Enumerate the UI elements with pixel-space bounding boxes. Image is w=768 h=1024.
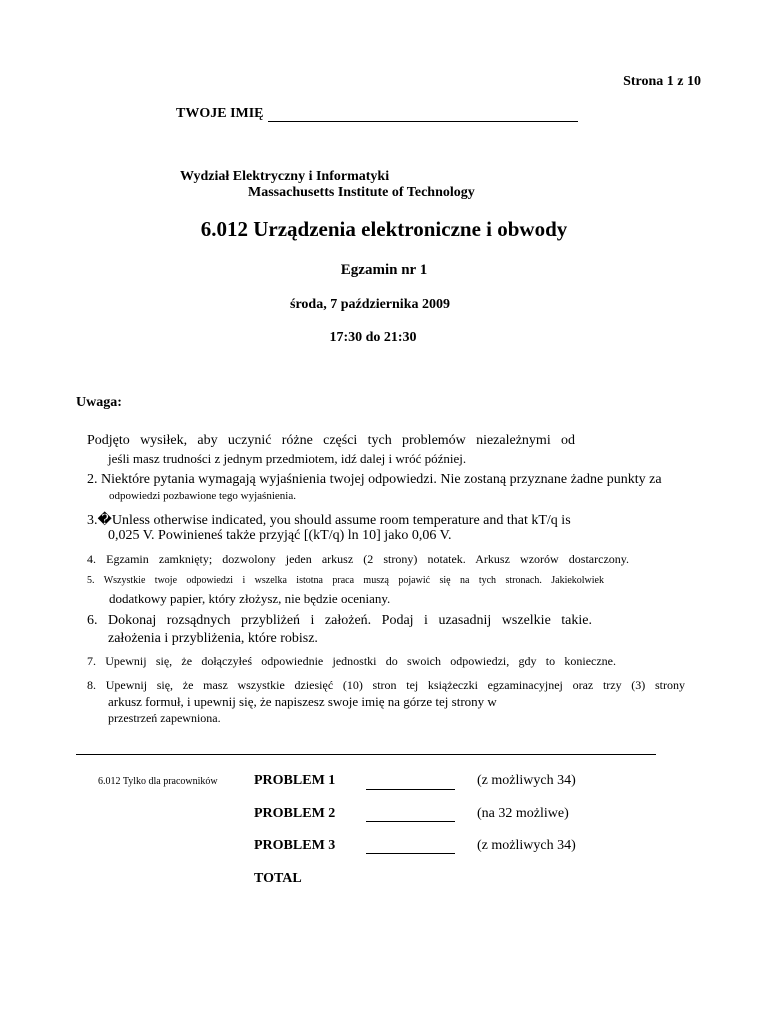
note-5-line-2: dodatkowy papier, który złożysz, nie będzie oceniany.: [109, 591, 391, 606]
institute: Massachusetts Institute of Technology: [248, 185, 475, 200]
score-points-2: (na 32 możliwe): [477, 806, 569, 821]
score-label-total: TOTAL: [254, 871, 302, 886]
score-label-2: PROBLEM 2: [254, 806, 336, 821]
note-7-line-1: 7. Upewnij się, że dołączyłeś odpowiednie jednostki do swoich odpowiedzi, gdy to konieczne.: [87, 654, 616, 668]
note-8-line-3: przestrzeń zapewniona.: [108, 711, 221, 725]
section-divider: [76, 754, 656, 755]
note-3-line-2: 0,025 V. Powinieneś także przyjąć [(kT/q) ln 10] jako 0,06 V.: [108, 528, 452, 543]
note-5-line-1: 5. Wszystkie twoje odpowiedzi i wszelka istotna praca muszą pojawić się na tych stronach. Jakiekolwiek: [87, 575, 604, 586]
score-blank-3[interactable]: [366, 853, 455, 854]
exam-date: środa, 7 października 2009: [290, 297, 450, 312]
course-title: 6.012 Urządzenia elektroniczne i obwody: [200, 217, 568, 241]
note-6-line-1: 6. Dokonaj rozsądnych przybliżeń i założeń. Podaj i uzasadnij wszelkie takie.: [87, 613, 592, 628]
note-6-line-2: założenia i przybliżenia, które robisz.: [108, 631, 318, 646]
staff-only-label: 6.012 Tylko dla pracowników: [98, 776, 218, 787]
note-1-line-1: Podjęto wysiłek, aby uczynić różne części tych problemów niezależnymi od: [87, 433, 575, 448]
note-8-line-2: arkusz formuł, i upewnij się, że napiszesz swoje imię na górze tej strony w: [108, 694, 497, 709]
note-2-line-1: 2. Niektóre pytania wymagają wyjaśnienia twojej odpowiedzi. Nie zostaną przyznane żadne punkty za: [87, 472, 662, 487]
note-8-line-1: 8. Upewnij się, że masz wszystkie dziesięć (10) stron tej książeczki egzaminacyjnej oraz trzy (3) strony: [87, 678, 685, 692]
name-field[interactable]: [268, 121, 578, 122]
score-label-3: PROBLEM 3: [254, 838, 336, 853]
name-label: TWOJE IMIĘ: [176, 106, 264, 121]
page-number: Strona 1 z 10: [623, 74, 701, 89]
exam-time: 17:30 do 21:30: [329, 330, 417, 345]
score-blank-2[interactable]: [366, 821, 455, 822]
score-points-3: (z możliwych 34): [477, 838, 576, 853]
exam-title: Egzamin nr 1: [340, 262, 428, 278]
note-4-line-1: 4. Egzamin zamknięty; dozwolony jeden arkusz (2 strony) notatek. Arkusz wzorów dostarczony.: [87, 552, 629, 566]
score-points-1: (z możliwych 34): [477, 773, 576, 788]
note-1-line-2: jeśli masz trudności z jednym przedmiotem, idź dalej i wróć później.: [108, 451, 467, 466]
department: Wydział Elektryczny i Informatyki: [180, 169, 390, 184]
note-2-line-2: odpowiedzi pozbawione tego wyjaśnienia.: [109, 490, 296, 502]
notes-heading: Uwaga:: [76, 395, 122, 410]
score-label-1: PROBLEM 1: [254, 773, 336, 788]
score-blank-1[interactable]: [366, 789, 455, 790]
note-3-line-1: 3.�Unless otherwise indicated, you should assume room temperature and that kT/q is: [87, 513, 571, 528]
